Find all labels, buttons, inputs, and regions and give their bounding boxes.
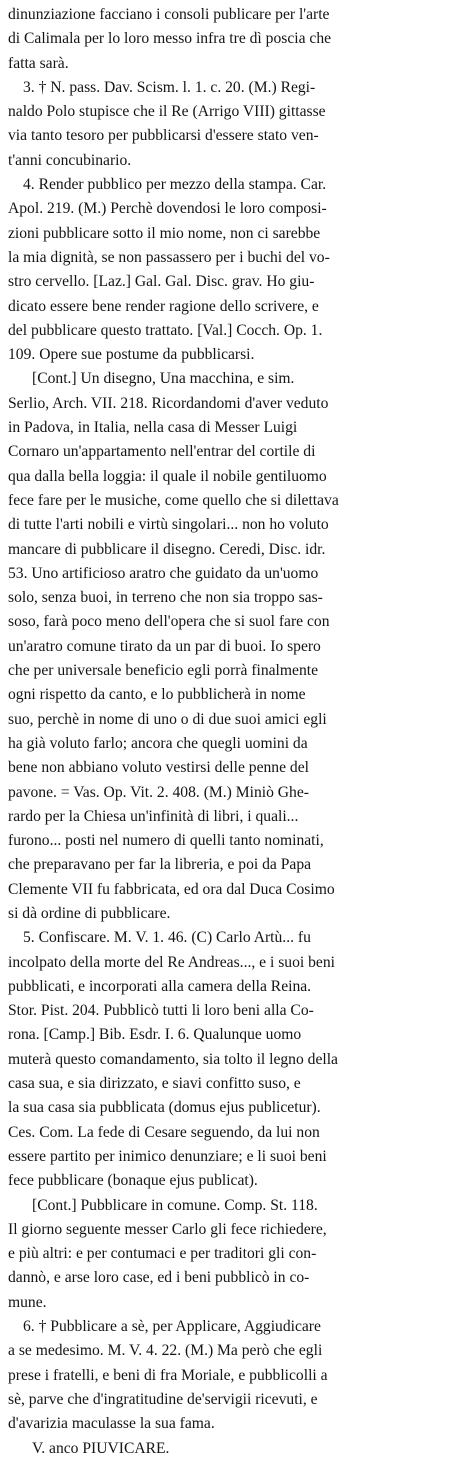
text-line: Serlio, Arch. VII. 218. Ricordandomi d'aver veduto (8, 394, 329, 412)
text-line: mune. (8, 1293, 47, 1311)
text-line: Il giorno seguente messer Carlo gli fece richiedere, (8, 1220, 327, 1238)
text-line: Apol. 219. (M.) Perchè dovendosi le loro composi- (8, 200, 327, 218)
entry-4-line: 4. Render pubblico per mezzo della stampa. Car. (23, 176, 327, 194)
text-line: incolpato della morte del Re Andreas..., e i suoi beni (8, 953, 335, 971)
text-line: e più altri: e per contumaci e per traditori gli con- (8, 1245, 317, 1263)
text-line: la sua casa sia pubblicata (domus ejus publicetur). (8, 1099, 321, 1117)
text-line: d'avarizia maculasse la sua fama. (8, 1415, 215, 1433)
text-line: casa sua, e sia dirizzato, e siavi confitto suso, e (8, 1075, 301, 1093)
text-line: naldo Polo stupisce che il Re (Arrigo VIII) gittasse (8, 103, 326, 121)
text-line: pubblicati, e incorporati alla camera della Reina. (8, 977, 312, 995)
text-line: Ces. Com. La fede di Cesare seguendo, da lui non (8, 1123, 320, 1141)
text-line: di Calimala per lo loro messo infra tre dì poscia che (8, 30, 332, 48)
text-line: 109. Opere sue postume da pubblicarsi. (8, 346, 255, 364)
text-line: stro cervello. [Laz.] Gal. Gal. Disc. grav. Ho giu- (8, 273, 315, 291)
text-line: soso, farà poco meno dell'opera che si suol fare con (8, 613, 330, 631)
text-line: fece pubblicare (bonaque ejus publicat). (8, 1172, 258, 1190)
text-line: del pubblicare questo trattato. [Val.] Cocch. Op. 1. (8, 321, 323, 339)
text-line: essere partito per inimico denunziare; e li suoi beni (8, 1147, 327, 1165)
text-line: la mia dignità, se non passassero per i buchi del vo- (8, 248, 330, 266)
text-line: prese i fratelli, e beni di fra Moriale, e pubblicolli a (8, 1366, 328, 1384)
text-line: rardo per la Chiesa un'infinità di libri, i quali... (8, 807, 299, 825)
text-line: sè, parve che d'ingratitudine de'servigii ricevuti, e (8, 1390, 318, 1408)
text-line: qua dalla bella loggia: il quale il nobile gentiluomo (8, 467, 327, 485)
see-also-line: V. anco PIUVICARE. (32, 1439, 170, 1457)
cont-heading-line: [Cont.] Pubblicare in comune. Comp. St. 118. (32, 1196, 318, 1214)
text-line: ha già voluto farlo; ancora che quegli uomini da (8, 734, 308, 752)
text-line: fece fare per le musiche, come quello che si dilettava (8, 491, 339, 509)
text-line: furono... posti nel numero di quelli tanto nominati, (8, 832, 324, 850)
text-line: Stor. Pist. 204. Pubblicò tutti li loro beni alla Co- (8, 1002, 314, 1020)
text-line: dicato essere bene render ragione dello scrivere, e (8, 297, 319, 315)
entry-6-line: 6. † Pubblicare a sè, per Applicare, Aggiudicare (23, 1318, 321, 1336)
text-line: fatta sarà. (8, 54, 69, 72)
text-line: si dà ordine di pubblicare. (8, 904, 171, 922)
text-line: rona. [Camp.] Bib. Esdr. I. 6. Qualunque uomo (8, 1026, 302, 1044)
text-line: mancare di pubblicare il disegno. Ceredi, Disc. idr. (8, 540, 326, 558)
text-line: dannò, e arse loro case, ed i beni pubblicò in co- (8, 1269, 310, 1287)
text-line: Cornaro un'appartamento nell'entrar del cortile di (8, 443, 316, 461)
text-line: di tutte l'arti nobili e virtù singolari... non ho voluto (8, 516, 329, 534)
text-line: t'anni concubinario. (8, 151, 132, 169)
text-line: muterà questo comandamento, sia tolto il legno della (8, 1050, 338, 1068)
text-line: che preparavano per far la libreria, e poi da Papa (8, 856, 312, 874)
text-line: solo, senza buoi, in terreno che non sia troppo sas- (8, 589, 323, 607)
text-line: suo, perchè in nome di uno o di due suoi amici egli (8, 710, 327, 728)
cont-heading-line: [Cont.] Un disegno, Una macchina, e sim. (32, 370, 295, 388)
text-line: in Padova, in Italia, nella casa di Messer Luigi (8, 419, 298, 437)
text-line: un'aratro comune tirato da un par di buoi. Io spero (8, 637, 321, 655)
text-line: a se medesimo. M. V. 4. 22. (M.) Ma però che egli (8, 1342, 323, 1360)
text-line: zioni pubblicare sotto il mio nome, non ci sarebbe (8, 224, 321, 242)
entry-5-line: 5. Confiscare. M. V. 1. 46. (C) Carlo Artù... fu (23, 929, 311, 947)
text-line: bene non abbiano voluto vestirsi delle penne del (8, 759, 309, 777)
text-line: 53. Uno artificioso aratro che guidato da un'uomo (8, 564, 319, 582)
text-line: Clemente VII fu fabbricata, ed ora dal Duca Cosimo (8, 880, 335, 898)
entry-3-line: 3. † N. pass. Dav. Scism. l. 1. c. 20. (M.) Regi- (23, 78, 316, 96)
text-line: che per universale beneficio egli porrà finalmente (8, 662, 318, 680)
text-line: dinunziazione facciano i consoli publicare per l'arte (8, 6, 330, 23)
text-line: pavone. = Vas. Op. Vit. 2. 408. (M.) Miniò Ghe- (8, 783, 309, 801)
text-line: ogni rispetto da canto, e lo pubblicherà in nome (8, 686, 306, 704)
text-line: via tanto tesoro per pubblicarsi d'essere stato ven- (8, 127, 319, 145)
